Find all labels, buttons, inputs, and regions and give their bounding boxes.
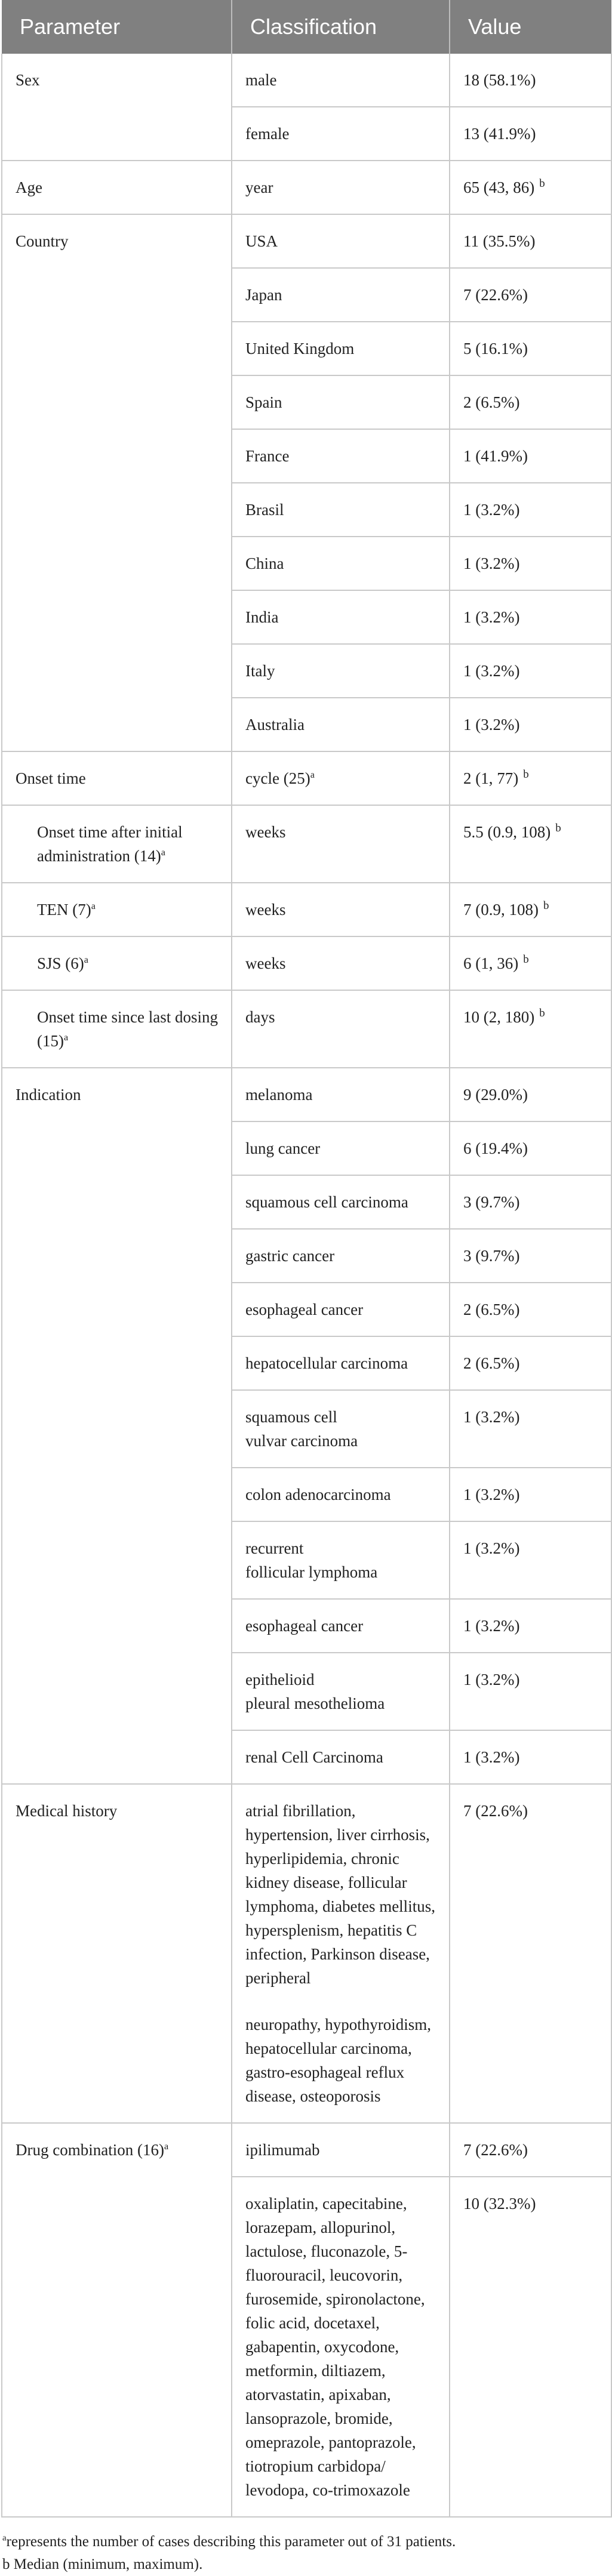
value-label: 1 (3.2%)	[463, 1408, 520, 1426]
value-cell	[450, 375, 611, 429]
value-label: 6 (1, 36)	[463, 954, 519, 972]
classification-cell	[232, 537, 450, 590]
classification-cell	[232, 1653, 450, 1730]
value-label: 5 (16.1%)	[463, 340, 528, 358]
classification-cell	[232, 375, 450, 429]
classification-label: Brasil	[245, 501, 284, 519]
table-container	[1, 0, 611, 2576]
value-cell	[450, 1599, 611, 1653]
table-row	[2, 1068, 611, 1121]
value-sup: b	[539, 177, 545, 190]
patient-characteristics-table	[1, 0, 612, 2518]
header-classification: Classification	[232, 0, 450, 54]
value-cell: 7 (22.6%)	[450, 1784, 611, 2123]
classification-label: India	[245, 608, 279, 626]
value-label: 2 (6.5%)	[463, 393, 520, 411]
classification-label: Spain	[245, 393, 282, 411]
classification-label: colon adenocarcinoma	[245, 1486, 391, 1503]
classification-cell	[232, 1730, 450, 1784]
classification-label: epithelioid pleural mesothelioma	[245, 1671, 385, 1712]
classification-label: weeks	[245, 954, 286, 972]
classification-cell	[232, 936, 450, 990]
value-cell	[450, 883, 611, 936]
value-label: 1 (3.2%)	[463, 554, 520, 572]
parameter-sup: a	[63, 1032, 69, 1043]
value-cell	[450, 590, 611, 644]
classification-cell: ipilimumab	[232, 2123, 450, 2177]
value-cell	[450, 1068, 611, 1121]
table-row	[2, 883, 611, 936]
footnotes	[1, 2531, 611, 2576]
value-label: 5.5 (0.9, 108)	[463, 823, 551, 841]
classification-cell	[232, 1229, 450, 1283]
classification-label: Australia	[245, 716, 305, 734]
value-cell	[450, 1336, 611, 1390]
value-label: 1 (3.2%)	[463, 1671, 520, 1688]
classification-cell	[232, 268, 450, 322]
value-label: 18 (58.1%)	[463, 71, 536, 89]
footnote-b: b Median (minimum, maximum).	[2, 2556, 203, 2572]
classification-label: weeks	[245, 823, 286, 841]
classification-cell	[232, 1468, 450, 1521]
value-label: 2 (6.5%)	[463, 1301, 520, 1318]
value-label: 1 (3.2%)	[463, 1539, 520, 1557]
classification-label: gastric cancer	[245, 1247, 335, 1265]
classification-cell	[232, 1784, 450, 2123]
value-label: 1 (3.2%)	[463, 1748, 520, 1766]
value-cell	[450, 214, 611, 268]
value-label: 1 (3.2%)	[463, 662, 520, 680]
value-label: 9 (29.0%)	[463, 1086, 528, 1104]
classification-label: recurrent follicular lymphoma	[245, 1539, 378, 1581]
parameter-cell	[2, 751, 232, 805]
parameter-label: Onset time	[16, 769, 86, 787]
classification-label: USA	[245, 232, 278, 250]
parameter-label: Onset time after initial administration (14)	[37, 823, 183, 865]
value-label: 13 (41.9%)	[463, 125, 536, 143]
classification-label: France	[245, 447, 290, 465]
value-label: 10 (2, 180)	[463, 1008, 535, 1026]
classification-label: atrial fibrillation, hypertension, liver cirrhosis, hyperlipidemia, chronic kidney disease, follicular lymphoma, diabetes mellitus, hypersplenism, hepatitis C infection, Parkinson disease, peripheral	[245, 1802, 435, 1987]
classification-label: esophageal cancer	[245, 1617, 364, 1635]
parameter-label: Country	[16, 232, 69, 250]
value-label: 3 (9.7%)	[463, 1193, 520, 1211]
classification-cell	[232, 429, 450, 483]
classification-cell	[232, 1068, 450, 1121]
parameter-sup: a	[84, 954, 88, 965]
parameter-cell	[2, 883, 232, 936]
value-label: 2 (1, 77)	[463, 769, 519, 787]
value-label: 3 (9.7%)	[463, 1247, 520, 1265]
classification-cell	[232, 1599, 450, 1653]
value-cell	[450, 54, 611, 107]
value-label: 1 (3.2%)	[463, 1617, 520, 1635]
value-label: 2 (6.5%)	[463, 1354, 520, 1372]
classification-cell	[232, 883, 450, 936]
table-row	[2, 2123, 611, 2177]
classification-label: male	[245, 71, 277, 89]
classification-cell	[232, 483, 450, 537]
value-cell	[450, 107, 611, 161]
value-label: 1 (3.2%)	[463, 1486, 520, 1503]
value-label: 1 (3.2%)	[463, 608, 520, 626]
value-sup: b	[523, 768, 529, 781]
classification-cell	[232, 1121, 450, 1175]
table-header	[2, 0, 611, 54]
classification-label: female	[245, 125, 290, 143]
table-row	[2, 990, 611, 1068]
classification-cell	[232, 644, 450, 698]
value-cell	[450, 322, 611, 375]
classification-label: neuropathy, hypothyroidism, hepatocellular carcinoma, gastro-esophageal reflux disease, osteoporosis	[245, 2016, 431, 2105]
footnote-a	[2, 2531, 611, 2553]
value-cell	[450, 483, 611, 537]
table-row	[2, 1784, 611, 2123]
parameter-cell: Medical history	[2, 1784, 232, 2123]
classification-label: Italy	[245, 662, 275, 680]
parameter-label: Age	[16, 178, 42, 196]
classification-label: United Kingdom	[245, 340, 355, 358]
value-sup: b	[555, 822, 561, 834]
parameter-label: Onset time since last dosing (15)	[37, 1008, 218, 1050]
classification-cell	[232, 1336, 450, 1390]
classification-label: squamous cell vulvar carcinoma	[245, 1408, 358, 1450]
classification-cell	[232, 805, 450, 883]
classification-label: squamous cell carcinoma	[245, 1193, 408, 1211]
value-label: 1 (3.2%)	[463, 501, 520, 519]
value-cell	[450, 537, 611, 590]
classification-label: hepatocellular carcinoma	[245, 1354, 408, 1372]
value-label: 1 (3.2%)	[463, 716, 520, 734]
value-cell	[450, 1521, 611, 1599]
classification-cell: oxaliplatin, capecitabine, lorazepam, allopurinol, lactulose, fluconazole, 5-fluorouracil, leucovorin, furosemide, spironolactone, folic acid, docetaxel, gabapentin, oxycodone, metformin, diltiazem, atorvastatin, apixaban, lansoprazole, bromide, omeprazole, pantoprazole, tiotropium carbidopa/ levodopa, co-trimoxazole	[232, 2177, 450, 2517]
value-sup: b	[539, 1007, 545, 1019]
classification-label: weeks	[245, 901, 286, 919]
footnote-a-text: represents the number of cases describing this parameter out of 31 patients.	[6, 2534, 456, 2550]
value-label: 65 (43, 86)	[463, 178, 535, 196]
value-cell	[450, 1175, 611, 1229]
header-value: Value	[450, 0, 611, 54]
classification-cell	[232, 1390, 450, 1468]
value-cell	[450, 1390, 611, 1468]
value-cell	[450, 805, 611, 883]
classification-label: Japan	[245, 286, 282, 304]
classification-label: renal Cell Carcinoma	[245, 1748, 383, 1766]
classification-cell	[232, 990, 450, 1068]
parameter-cell	[2, 805, 232, 883]
classification-cell	[232, 698, 450, 751]
parameter-cell	[2, 936, 232, 990]
classification-cell	[232, 1283, 450, 1336]
value-cell	[450, 751, 611, 805]
table-row	[2, 936, 611, 990]
classification-cell	[232, 54, 450, 107]
value-cell	[450, 936, 611, 990]
parameter-sup: a	[164, 2141, 169, 2152]
parameter-cell	[2, 214, 232, 751]
value-cell: 7 (22.6%)	[450, 2123, 611, 2177]
classification-cell	[232, 214, 450, 268]
value-sup: b	[523, 953, 529, 966]
value-cell	[450, 268, 611, 322]
classification-cell	[232, 590, 450, 644]
classification-label: China	[245, 554, 284, 572]
value-sup: b	[543, 899, 549, 912]
value-cell	[450, 1121, 611, 1175]
value-cell	[450, 161, 611, 214]
parameter-sup: a	[161, 847, 165, 858]
classification-label: year	[245, 178, 273, 196]
value-label: 7 (0.9, 108)	[463, 901, 539, 919]
table-row	[2, 751, 611, 805]
value-cell	[450, 990, 611, 1068]
classification-cell	[232, 322, 450, 375]
classification-label: lung cancer	[245, 1139, 321, 1157]
value-label: 6 (19.4%)	[463, 1139, 528, 1157]
value-label: 1 (41.9%)	[463, 447, 528, 465]
parameter-label: SJS (6)	[37, 954, 84, 972]
value-cell	[450, 1283, 611, 1336]
classification-label: esophageal cancer	[245, 1301, 364, 1318]
parameter-sup: a	[91, 901, 96, 911]
parameter-cell	[2, 54, 232, 161]
footnote-a-mark: a	[2, 2533, 7, 2543]
table-row	[2, 214, 611, 268]
classification-cell	[232, 751, 450, 805]
value-cell: 10 (32.3%)	[450, 2177, 611, 2517]
classification-cell	[232, 107, 450, 161]
classification-cell	[232, 1175, 450, 1229]
table-row	[2, 54, 611, 107]
header-parameter: Parameter	[2, 0, 232, 54]
parameter-label: Sex	[16, 71, 40, 89]
value-label: 7 (22.6%)	[463, 286, 528, 304]
parameter-cell	[2, 2123, 232, 2517]
classification-label: days	[245, 1008, 275, 1026]
parameter-label: Indication	[16, 1086, 81, 1104]
table-row	[2, 161, 611, 214]
parameter-cell	[2, 1068, 232, 1784]
classification-label: cycle (25)	[245, 769, 310, 787]
value-cell	[450, 1653, 611, 1730]
table-row	[2, 805, 611, 883]
classification-cell	[232, 161, 450, 214]
classification-label: melanoma	[245, 1086, 313, 1104]
value-cell	[450, 1468, 611, 1521]
value-cell	[450, 1229, 611, 1283]
value-label: 11 (35.5%)	[463, 232, 536, 250]
classification-cell	[232, 1521, 450, 1599]
parameter-cell	[2, 161, 232, 214]
parameter-cell	[2, 990, 232, 1068]
table-body	[2, 54, 611, 2517]
value-cell	[450, 698, 611, 751]
value-cell	[450, 1730, 611, 1784]
value-cell	[450, 429, 611, 483]
parameter-label: TEN (7)	[37, 901, 91, 919]
parameter-label: Drug combination (16)	[16, 2141, 164, 2159]
value-cell	[450, 644, 611, 698]
classification-sup: a	[310, 769, 315, 780]
